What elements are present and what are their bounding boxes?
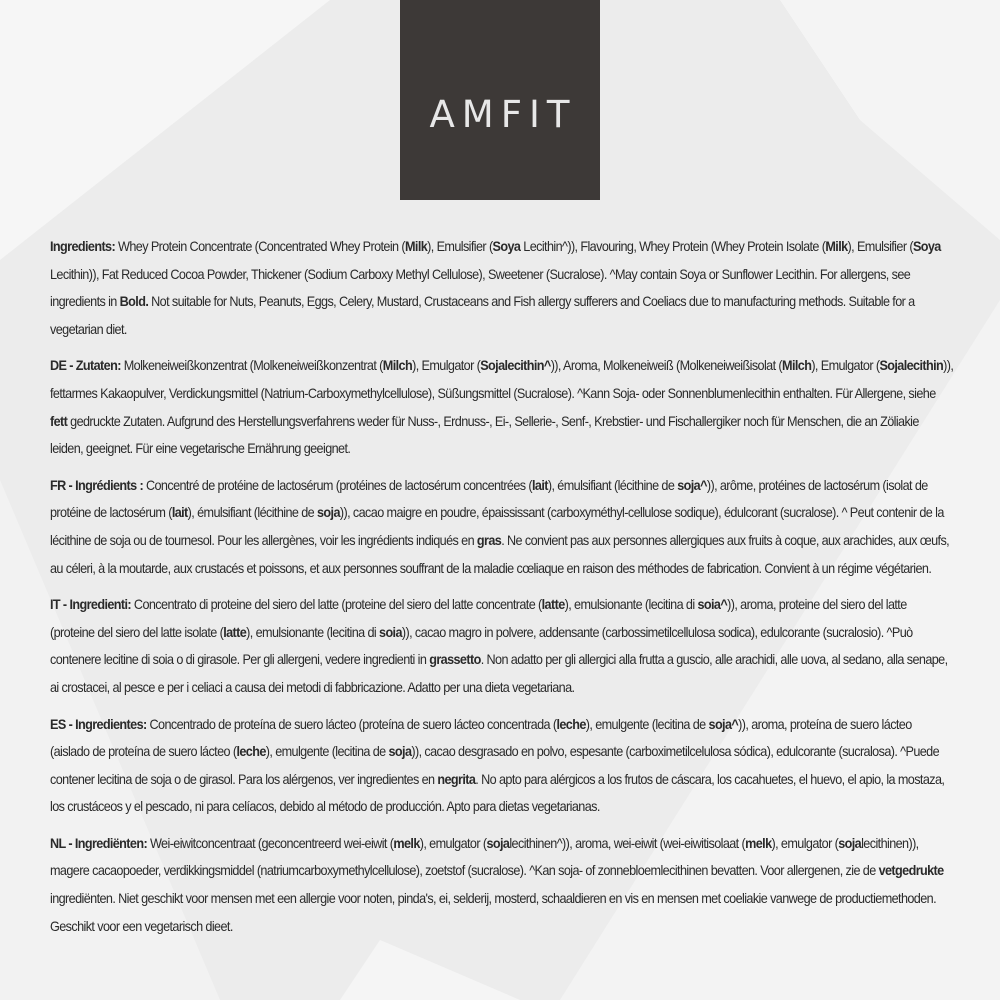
bold-allergen-text: soia^ — [697, 597, 728, 613]
paragraph-text: Lecithin^)), Flavouring, Whey Protein (Whey Protein Isolate ( — [520, 239, 826, 254]
bold-allergen-text: Milch — [382, 358, 413, 374]
paragraph-text: ), emulgator ( — [419, 835, 487, 851]
paragraph-text: ), Emulgator ( — [412, 358, 481, 374]
bold-allergen-text: fett — [50, 413, 68, 429]
paragraph-text: ingrediënten. Niet geschikt voor mensen met een allergie voor noten, pinda's, ei, selderij, mosterd, schaaldieren en vis en mensen met coeliakie vanwege de productiemethoden. Geschikt voor een vegetarisch dieet. — [50, 891, 936, 934]
bold-allergen-text: lait — [532, 477, 548, 493]
paragraph-text: ), émulsifiant (lécithine de — [547, 477, 678, 493]
paragraph-text: ), emulgente (lecitina de — [265, 744, 389, 760]
paragraph-heading: FR - Ingrédients : — [50, 477, 144, 493]
paragraph-text: Not suitable for Nuts, Peanuts, Eggs, Celery, Mustard, Crustaceans and Fish allergy sufferers and Coeliacs due to manufacturing methods. Suitable for a vegetarian diet. — [50, 294, 915, 337]
ingredients-paragraph-nl — [50, 830, 954, 940]
paragraph-text: )), aroma, proteína de suero lácteo (aislado de proteína de suero lácteo ( — [50, 716, 912, 760]
paragraph-text: . Non adatto per gli allergici alla frutta a guscio, alle arachidi, alle uova, al sedano, alla senape, ai crostacei, al pesce e per i celiaci a causa dei metodi di fabbricazione. Adatto per una dieta vegetariana. — [50, 652, 948, 695]
paragraph-text: Molkeneiweißkonzentrat (Molkeneiweißkonzentrat ( — [120, 358, 383, 374]
paragraph-text: Concentrado de proteína de suero lácteo (proteína de suero lácteo concentrada ( — [146, 716, 557, 732]
paragraph-text: ), émulsifiant (lécithine de — [187, 505, 317, 521]
bold-allergen-text: Sojalecithin — [879, 358, 944, 374]
paragraph-text: )), cacao desgrasado en polvo, espesante (carboximetilcelulosa sódica), edulcorante (sucralosa). ^Puede contener lecitina de soja o de girasol. Para los alérgenos, ver ingredientes en — [50, 744, 940, 787]
bold-allergen-text: soja — [838, 835, 862, 851]
bold-allergen-text: soia — [379, 624, 402, 640]
paragraph-heading: Ingredients: — [50, 239, 116, 254]
bold-allergen-text: lait — [171, 505, 188, 521]
bold-allergen-text: Milk — [404, 239, 428, 254]
bold-allergen-text: Soya — [492, 239, 521, 254]
bold-allergen-text: soja — [388, 744, 412, 760]
paragraph-heading: DE - Zutaten: — [50, 358, 121, 374]
paragraph-text: Whey Protein Concentrate (Concentrated Whey Protein ( — [115, 239, 405, 254]
paragraph-text: . Ne convient pas aux personnes allergiques aux fruits à coque, aux arachides, aux œufs, au céleri, à la moutarde, aux crustacés et poissons, et aux personnes souffrant de la maladie cœliaque en raison des méthodes de fabrication. Convient à un régime végétarien. — [50, 532, 950, 576]
paragraph-text: )), aroma, proteine del siero del latte (proteine del siero del latte isolate ( — [50, 597, 907, 640]
paragraph-text: Concentrato di proteine del siero del latte (proteine del siero del latte concentrate ( — [131, 597, 542, 613]
bold-allergen-text: soja — [316, 505, 340, 521]
bold-allergen-text: gras — [476, 532, 502, 548]
bold-allergen-text: melk — [745, 835, 772, 851]
paragraph-text: Wei-eiwitconcentraat (geconcentreerd wei-eiwit ( — [147, 835, 394, 851]
paragraph-text: lecithinen^)), aroma, wei-eiwit (wei-eiwitisolaat ( — [509, 835, 746, 851]
paragraph-text: ), emulsionante (lecitina di — [564, 597, 698, 613]
paragraph-text: Concentré de protéine de lactosérum (protéines de lactosérum concentrées ( — [143, 477, 533, 493]
ingredients-paragraph-en — [50, 233, 954, 343]
paragraph-text: gedruckte Zutaten. Aufgrund des Herstellungsverfahrens weder für Nuss-, Erdnuss-, Ei-, Sellerie-, Senf-, Krebstier- und Fischallergiker noch für Menschen, die an Zöliakie leiden, geeignet. Für eine vegetarische Ernährung geeignet. — [50, 413, 919, 457]
bold-allergen-text: soja^ — [708, 716, 739, 732]
paragraph-text: )), cacao magro in polvere, addensante (carbossimetilcellulosa sodica), edulcorante (sucralosio). ^Può contenere lecitine di soia o di girasole. Per gli allergeni, vedere ingredienti in — [50, 624, 913, 668]
bold-allergen-text: melk — [393, 835, 420, 851]
bold-allergen-text: Bold. — [119, 294, 149, 310]
bold-allergen-text: leche — [556, 716, 586, 732]
paragraph-text: ), Emulsifier ( — [427, 239, 493, 254]
paragraph-heading: ES - Ingredientes: — [50, 716, 147, 732]
bold-allergen-text: Soya — [912, 239, 941, 254]
paragraph-text: ), emulgente (lecitina de — [585, 716, 709, 732]
ingredients-paragraph-fr — [50, 472, 954, 582]
ingredients-paragraph-de — [50, 352, 954, 462]
bold-allergen-text: soja^ — [677, 477, 707, 493]
paragraph-text: ), Emulsifier ( — [847, 239, 913, 254]
paragraph-text: )), arôme, protéines de lactosérum (isolat de protéine de lactosérum ( — [50, 477, 928, 521]
bold-allergen-text: leche — [236, 744, 266, 760]
bold-allergen-text: grassetto — [429, 652, 481, 668]
bold-allergen-text: latte — [541, 597, 565, 613]
paragraph-heading: IT - Ingredienti: — [50, 597, 132, 613]
ingredients-paragraph-es — [50, 711, 954, 821]
paragraph-text: lecithinen)), magere cacaopoeder, verdikkingsmiddel (natriumcarboxymethylcellulose), zoetstof (sucralose). ^Kan soja- of zonnebloemlecithinen bevatten. Voor allergenen, zie de — [50, 835, 919, 879]
paragraph-text: ), emulgator ( — [771, 835, 839, 851]
paragraph-text: )), cacao maigre en poudre, épaississant (carboxyméthyl-cellulose sodique), édulcorant (sucralose). ^ Peut contenir de la lécithine de soja ou de tournesol. Pour les allergènes, voir les ingrédients indiqués en — [50, 505, 944, 548]
ingredients-paragraph-it — [50, 591, 954, 701]
paragraph-text: )), Aroma, Molkeneiweiß (Molkeneiweißisolat ( — [550, 358, 783, 374]
paragraph-text: ), Emulgator ( — [811, 358, 880, 374]
paragraph-text: )), fettarmes Kakaopulver, Verdickungsmittel (Natrium-Carboxymethylcellulose), Süßungsmittel (Sucralose). ^Kann Soja- oder Sonnenblumenlecithin enthalten. Für Allergene, siehe — [50, 358, 954, 401]
bold-allergen-text: negrita — [437, 771, 476, 787]
paragraph-heading: NL - Ingrediënten: — [50, 835, 148, 851]
brand-logo-text: AMFIT — [429, 92, 577, 136]
brand-logo — [400, 0, 600, 200]
bold-allergen-text: Milk — [825, 239, 848, 254]
bold-allergen-text: Sojalecithin^ — [480, 358, 551, 374]
bold-allergen-text: latte — [223, 624, 247, 640]
paragraph-text: ), emulsionante (lecitina di — [246, 624, 380, 640]
ingredients-text — [50, 233, 954, 949]
paragraph-text: Lecithin)), Fat Reduced Cocoa Powder, Thickener (Sodium Carboxy Methyl Cellulose), Sweetener (Sucralose). ^May contain Soya or Sunflower Lecithin. For allergens, see ingredients in — [50, 266, 911, 310]
bold-allergen-text: soja — [486, 835, 510, 851]
bold-allergen-text: Milch — [782, 358, 812, 374]
bold-allergen-text: vetgedrukte — [878, 863, 944, 879]
paragraph-text: . No apto para alérgicos a los frutos de cáscara, los cacahuetes, el huevo, el apio, la mostaza, los crustáceos y el pescado, ni para celíacos, debido al método de producción. Apto para dietas vegetarianas. — [50, 771, 945, 815]
